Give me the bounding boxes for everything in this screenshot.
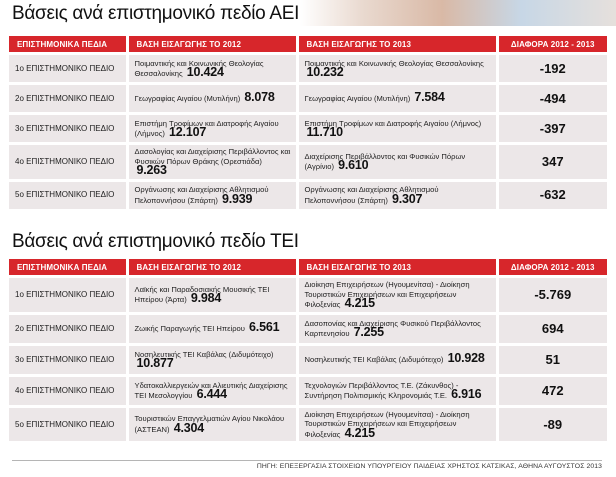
table-row: [9, 344, 607, 375]
tei-section-title: Βάσεις ανά επιστημονικό πεδίο ΤΕΙ: [12, 231, 299, 252]
base-score-2013: 9.610: [338, 158, 369, 173]
aei-table: [9, 36, 607, 209]
source-note: ΠΗΓΗ: ΕΠΕΞΕΡΓΑΣΙΑ ΣΤΟΙΧΕΙΩΝ ΥΠΟΥΡΓΕΙΟΥ ΠΑΙΔΕΙΑΣ ΧΡΗΣΤΟΣ ΚΑΤΣΙΚΑΣ, ΑΘΗΝΑ ΑΥΓΟΥΣΤΟΣ 2013: [12, 460, 602, 470]
department-2012: [127, 144, 297, 181]
field-name: 3ο ΕΠΙΣΤΗΜΟΝΙΚΟ ΠΕΔΙΟ: [9, 344, 127, 375]
department-name: Οργάνωσης και Διαχείρισης Αθλητισμού Πελοποννήσου (Σπάρτη): [304, 185, 439, 205]
header-fields: ΕΠΙΣΤΗΜΟΝΙΚΑ ΠΕΔΙΑ: [9, 36, 127, 54]
difference-value: -192: [497, 54, 607, 84]
department-name: Διοίκηση Επιχειρήσεων (Ηγουμενίτσα) - Διοίκηση Τουριστικών Επιχειρήσεων και Επιχειρήσεων Φιλοξενίας: [304, 409, 470, 439]
department-name: Δασολογίας και Διαχείρισης Περιβάλλοντος και Φυσικών Πόρων Θράκης (Ορεστιάδα): [134, 147, 291, 166]
field-name: 1ο ΕΠΙΣΤΗΜΟΝΙΚΟ ΠΕΔΙΟ: [9, 54, 127, 84]
department-2013: [297, 180, 497, 209]
department-name: Ποιμαντικής και Κοινωνικής Θεολογίας Θεσσαλονίκης: [134, 58, 264, 78]
base-score-2012: 8.078: [244, 90, 275, 105]
difference-value: -494: [497, 84, 607, 114]
department-name: Οργάνωσης και Διαχείρισης Αθλητισμού Πελοποννήσου (Σπάρτη): [134, 185, 269, 205]
department-name: Γεωγραφίας Αιγαίου (Μυτιλήνη): [134, 94, 241, 104]
base-score-2013: 9.307: [391, 191, 423, 206]
base-score-2012: 10.877: [136, 356, 174, 370]
difference-value: 694: [497, 313, 607, 344]
table-row: [9, 313, 607, 344]
department-name: Τουριστικών Επαγγελματιών Αγίου Νικολάου (ΑΣΤΕΑΝ): [134, 414, 285, 434]
department-2013: [297, 114, 497, 144]
difference-value: -89: [497, 406, 607, 441]
base-score-2012: 9.263: [136, 163, 167, 177]
base-score-2013: 10.928: [447, 351, 485, 366]
base-score-2013: 7.584: [414, 90, 445, 105]
department-2012: [127, 406, 297, 441]
department-2013: [297, 84, 497, 114]
department-2013: [297, 144, 497, 181]
field-name: 5ο ΕΠΙΣΤΗΜΟΝΙΚΟ ΠΕΔΙΟ: [9, 406, 127, 441]
field-name: 3ο ΕΠΙΣΤΗΜΟΝΙΚΟ ΠΕΔΙΟ: [9, 114, 127, 144]
header-base-2012: ΒΑΣΗ ΕΙΣΑΓΩΓΗΣ ΤΟ 2012: [127, 36, 297, 54]
table-row: [9, 277, 607, 314]
department-name: Νοσηλευτικής ΤΕΙ Καβάλας (Διδυμότειχο): [304, 355, 444, 365]
difference-value: 347: [497, 144, 607, 181]
table-header-row: [9, 36, 607, 54]
table-row: [9, 375, 607, 406]
tei-table: [9, 259, 607, 441]
department-name: Τεχνολογιών Περιβάλλοντος Τ.Ε. (Ζάκυνθος) - Συντήρηση Πολιτισμικής Κληρονομιάς Τ.Ε.: [304, 380, 459, 400]
department-name: Γεωγραφίας Αιγαίου (Μυτιλήνη): [304, 94, 411, 104]
aei-section-title: Βάσεις ανά επιστημονικό πεδίο ΑΕΙ: [12, 3, 300, 24]
department-name: Διοίκηση Επιχειρήσεων (Ηγουμενίτσα) - Διοίκηση Τουριστικών Επιχειρήσεων και Επιχειρήσεων Φιλοξενίας: [304, 280, 470, 309]
field-name: 4ο ΕΠΙΣΤΗΜΟΝΙΚΟ ΠΕΔΙΟ: [9, 375, 127, 406]
base-score-2012: 10.424: [186, 65, 224, 79]
department-2012: [127, 114, 297, 144]
base-score-2013: 7.255: [353, 325, 384, 339]
department-2013: [297, 344, 497, 375]
department-2012: [127, 375, 297, 406]
difference-value: 472: [497, 375, 607, 406]
header-photo-strip: [300, 0, 616, 26]
field-name: 2ο ΕΠΙΣΤΗΜΟΝΙΚΟ ΠΕΔΙΟ: [9, 84, 127, 114]
difference-value: -632: [497, 180, 607, 209]
base-score-2012: 4.304: [173, 420, 204, 435]
table-row: [9, 180, 607, 209]
header-difference: ΔΙΑΦΟΡΑ 2012 - 2013: [497, 259, 607, 277]
department-2012: [127, 313, 297, 344]
department-name: Υδατοκαλλιεργειών και Αλιευτικής Διαχείρισης ΤΕΙ Μεσολογγίου: [134, 380, 288, 400]
base-score-2013: 6.916: [451, 387, 482, 401]
table-row: [9, 144, 607, 181]
table-row: [9, 114, 607, 144]
header-difference: ΔΙΑΦΟΡΑ 2012 - 2013: [497, 36, 607, 54]
department-name: Επιστήμη Τροφίμων και Διατροφής Αιγαίου (Λήμνος): [134, 118, 279, 138]
department-2012: [127, 344, 297, 375]
department-name: Ζωικής Παραγωγής ΤΕΙ Ηπείρου: [134, 324, 245, 334]
department-2013: [297, 313, 497, 344]
department-name: Διαχείρισης Περιβάλλοντος και Φυσικών Πόρων (Αγρίνιο): [304, 151, 466, 172]
base-score-2012: 9.984: [190, 291, 222, 306]
base-score-2013: 10.232: [306, 65, 344, 79]
department-2013: [297, 277, 497, 314]
department-name: Ποιμαντικής και Κοινωνικής Θεολογίας Θεσσαλονίκης: [304, 58, 484, 68]
base-score-2013: 11.710: [306, 125, 343, 139]
field-name: 4ο ΕΠΙΣΤΗΜΟΝΙΚΟ ΠΕΔΙΟ: [9, 144, 127, 181]
base-score-2012: 6.561: [249, 320, 280, 335]
department-2013: [297, 54, 497, 84]
department-2012: [127, 84, 297, 114]
header-base-2013: ΒΑΣΗ ΕΙΣΑΓΩΓΗΣ ΤΟ 2013: [297, 259, 497, 277]
table-row: [9, 84, 607, 114]
field-name: 5ο ΕΠΙΣΤΗΜΟΝΙΚΟ ΠΕΔΙΟ: [9, 180, 127, 209]
base-score-2012: 6.444: [196, 387, 227, 401]
base-score-2012: 9.939: [221, 191, 253, 206]
department-name: Νοσηλευτικής ΤΕΙ Καβάλας (Διδυμότειχο): [134, 349, 274, 359]
field-name: 2ο ΕΠΙΣΤΗΜΟΝΙΚΟ ΠΕΔΙΟ: [9, 313, 127, 344]
table-row: [9, 54, 607, 84]
header-base-2013: ΒΑΣΗ ΕΙΣΑΓΩΓΗΣ ΤΟ 2013: [297, 36, 497, 54]
table-row: [9, 406, 607, 441]
difference-value: 51: [497, 344, 607, 375]
table-header-row: [9, 259, 607, 277]
base-score-2012: 12.107: [169, 125, 207, 139]
base-score-2013: 4.215: [344, 425, 375, 440]
department-name: Δασοπονίας και Διαχείρισης Φυσικού Περιβάλλοντος Καρπενησίου: [304, 318, 481, 338]
difference-value: -397: [497, 114, 607, 144]
department-2012: [127, 180, 297, 209]
department-2012: [127, 54, 297, 84]
header-fields: ΕΠΙΣΤΗΜΟΝΙΚΑ ΠΕΔΙΑ: [9, 259, 127, 277]
department-name: Λαϊκής και Παραδοσιακής Μουσικής ΤΕΙ Ηπείρου (Άρτα): [134, 284, 270, 305]
field-name: 1ο ΕΠΙΣΤΗΜΟΝΙΚΟ ΠΕΔΙΟ: [9, 277, 127, 314]
department-name: Επιστήμη Τροφίμων και Διατροφής Αιγαίου (Λήμνος): [304, 118, 482, 128]
header-base-2012: ΒΑΣΗ ΕΙΣΑΓΩΓΗΣ ΤΟ 2012: [127, 259, 297, 277]
base-score-2013: 4.215: [344, 296, 375, 310]
department-2012: [127, 277, 297, 314]
department-2013: [297, 406, 497, 441]
department-2013: [297, 375, 497, 406]
difference-value: -5.769: [497, 277, 607, 314]
